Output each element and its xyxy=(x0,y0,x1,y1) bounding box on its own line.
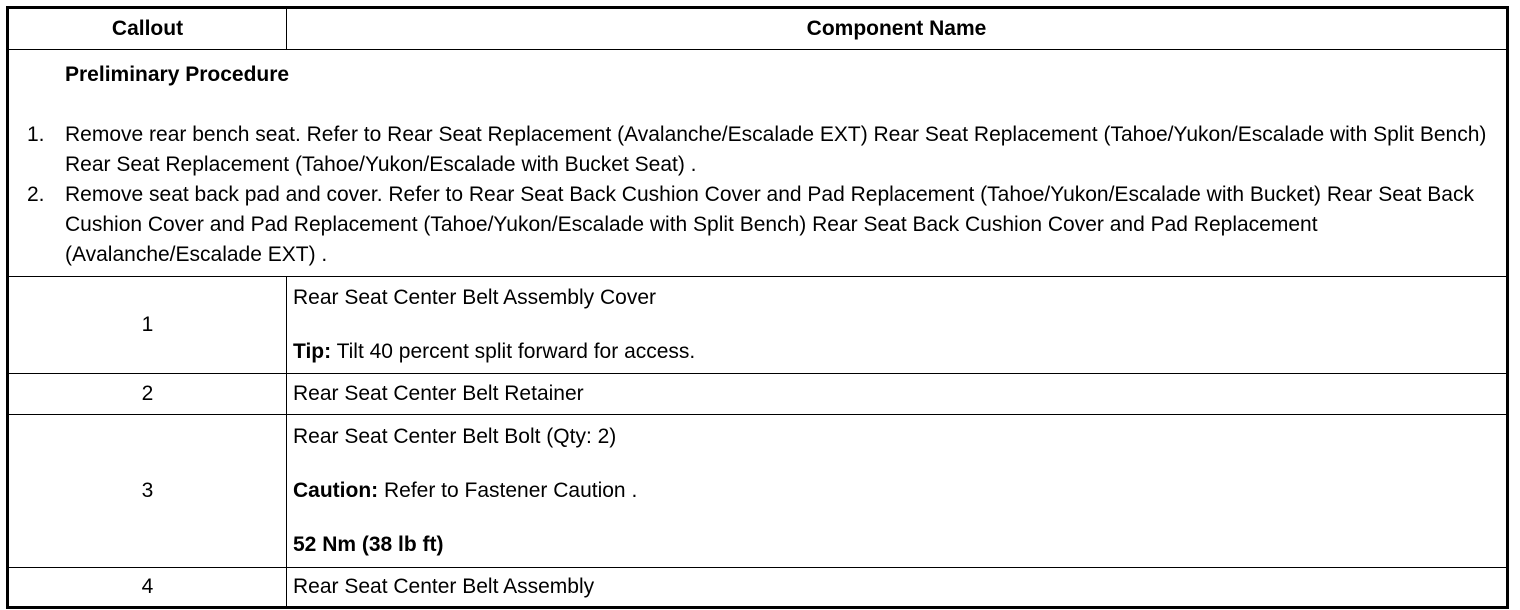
component-name: Rear Seat Center Belt Bolt (Qty: 2) xyxy=(293,425,617,448)
component-cell xyxy=(287,374,1508,415)
caution-label: Caution: xyxy=(293,479,379,502)
callout-header: Callout xyxy=(8,8,287,50)
component-name: Rear Seat Center Belt Retainer xyxy=(293,382,584,405)
torque-spec: 52 Nm (38 lb ft) xyxy=(293,533,444,556)
caution-note xyxy=(293,476,1500,506)
callout-number: 2 xyxy=(8,374,287,415)
step-text: Remove rear bench seat. Refer to Rear Seat Replacement (Avalanche/Escalade EXT) Rear Seat Replacement (Tahoe/Yukon/Escalade with Split Bench) Rear Seat Replacement (Tahoe/Yukon/Escalade with Bucket Seat) . xyxy=(65,123,1487,176)
component-cell xyxy=(287,415,1508,568)
step-number: 1. xyxy=(27,123,45,146)
step-number: 2. xyxy=(27,183,45,206)
preliminary-procedure-cell xyxy=(8,50,1508,277)
preliminary-steps-list xyxy=(17,120,1498,270)
tip-label: Tip: xyxy=(293,340,332,363)
table-row xyxy=(8,277,1508,374)
component-name: Rear Seat Center Belt Assembly xyxy=(293,575,595,598)
caution-text: Refer to Fastener Caution . xyxy=(378,479,638,502)
callout-number: 4 xyxy=(8,568,287,608)
component-cell xyxy=(287,568,1508,608)
callout-number: 3 xyxy=(8,415,287,568)
callout-number: 1 xyxy=(8,277,287,374)
tip-text: Tilt 40 percent split forward for access. xyxy=(331,340,696,363)
header-row xyxy=(8,8,1508,50)
table-row xyxy=(8,568,1508,608)
table-row xyxy=(8,374,1508,415)
preliminary-step xyxy=(17,120,1498,180)
step-text: Remove seat back pad and cover. Refer to Rear Seat Back Cushion Cover and Pad Replacement (Tahoe/Yukon/Escalade with Bucket) Rear Seat Back Cushion Cover and Pad Replacement (Tahoe/Yukon/Escalade with Split Bench) Rear Seat Back Cushion Cover and Pad Replacement (Avalanche/Escalade EXT) . xyxy=(65,183,1474,266)
tip-note xyxy=(293,337,1500,367)
component-cell xyxy=(287,277,1508,374)
preliminary-row xyxy=(8,50,1508,277)
component-table xyxy=(6,6,1509,609)
preliminary-step xyxy=(17,180,1498,270)
preliminary-procedure-title: Preliminary Procedure xyxy=(65,63,290,86)
component-name-header: Component Name xyxy=(287,8,1508,50)
component-name: Rear Seat Center Belt Assembly Cover xyxy=(293,286,656,309)
component-table-container xyxy=(6,6,1506,609)
table-row xyxy=(8,415,1508,568)
